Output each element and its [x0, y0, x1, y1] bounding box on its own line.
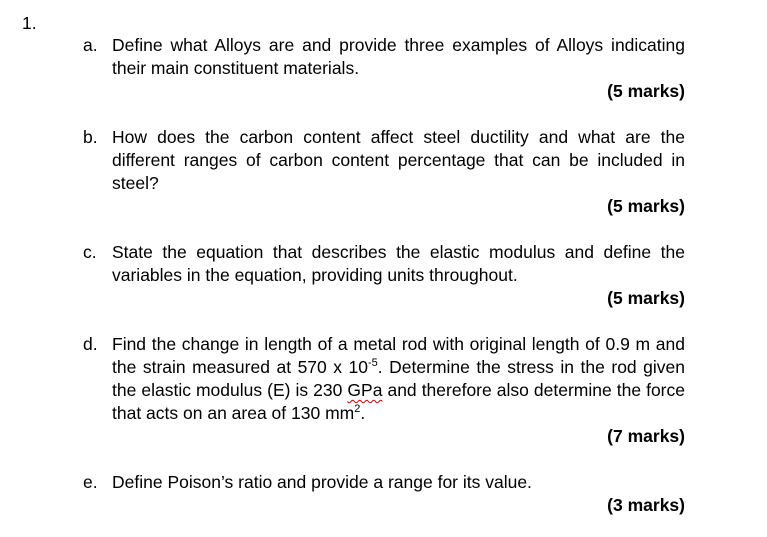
question-part-e: [83, 471, 685, 517]
part-text-segment: Find the change in length of a metal rod with original length of 0.9 m and the strain measured at 570 x 10: [112, 334, 685, 377]
part-letter: d.: [83, 334, 98, 354]
part-letter: b.: [83, 127, 98, 147]
part-text: Define what Alloys are and provide three examples of Alloys indicating their main constituent materials.: [112, 35, 685, 78]
superscript-exponent: 2: [354, 403, 361, 416]
part-text-segment: and therefore also determine the force that acts on an area of 130 mm: [112, 380, 685, 423]
question-part-a: [83, 34, 685, 103]
part-text: [112, 333, 685, 425]
marks-label: (5 marks): [607, 81, 685, 101]
part-text: State the equation that describes the elastic modulus and define the variables in the equation, providing units throughout.: [112, 242, 685, 285]
part-text-segment: . Determine the stress in the rod given the elastic modulus (E) is 230: [112, 357, 685, 400]
marks-label: (7 marks): [607, 426, 685, 446]
part-letter: c.: [83, 242, 97, 262]
part-letter: a.: [83, 35, 98, 55]
part-text-segment: .: [360, 403, 366, 423]
question-part-b: [83, 126, 685, 218]
question-part-c: [83, 241, 685, 310]
marks-label: (3 marks): [607, 495, 685, 515]
marks-label: (5 marks): [607, 288, 685, 308]
superscript-exponent: -5: [368, 357, 378, 370]
marks-label: (5 marks): [607, 196, 685, 216]
question-number: 1.: [22, 13, 37, 33]
part-text: How does the carbon content affect steel ductility and what are the different ranges of carbon content percentage that can be included in steel?: [112, 127, 685, 193]
part-letter: e.: [83, 472, 98, 492]
question-part-d: [83, 333, 685, 448]
spellcheck-flagged-word: GPa: [347, 380, 383, 400]
part-text: Define Poison’s ratio and provide a range for its value.: [112, 472, 532, 492]
